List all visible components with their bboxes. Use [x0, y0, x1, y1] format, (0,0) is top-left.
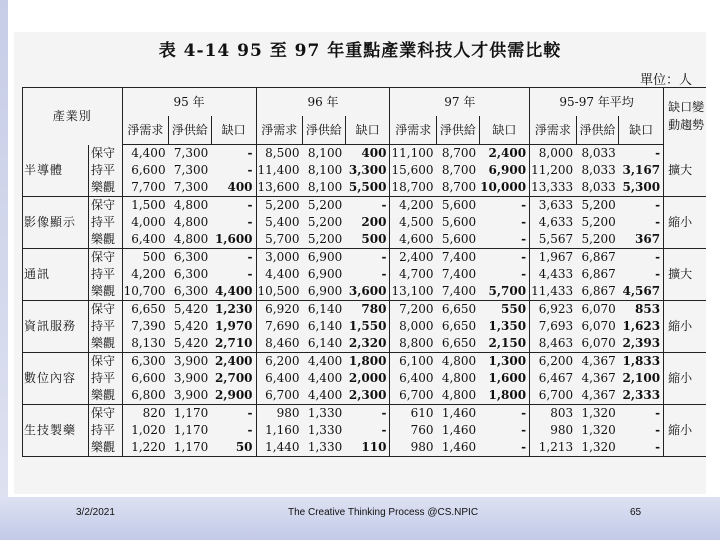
gap-cell: 4,567 — [622, 284, 661, 298]
footer-date: 3/2/2021 — [76, 507, 115, 518]
gap-cell: 500 — [361, 232, 387, 246]
value-cell: 7,700 — [122, 179, 169, 197]
gap-cell: 1,230 — [214, 302, 253, 316]
gap-cell: 4,400 — [214, 284, 253, 298]
table-row — [23, 179, 707, 197]
gap-cell: - — [521, 232, 527, 246]
value-cell: 3,000 — [256, 249, 303, 267]
value-cell: 5,600 — [441, 215, 477, 229]
gap-cell: - — [655, 215, 661, 229]
subcol-header: 缺口 — [211, 116, 256, 145]
value-cell: 8,033 — [581, 163, 616, 177]
value-cell: 4,800 — [441, 371, 477, 385]
value-cell: 6,867 — [581, 250, 616, 264]
value-cell: 1,220 — [122, 439, 169, 457]
scenario-label: 保守 — [89, 145, 123, 163]
value-cell: 5,600 — [441, 232, 477, 246]
value-cell: 8,500 — [256, 145, 303, 163]
value-cell: 8,800 — [390, 335, 437, 353]
left-band — [0, 0, 8, 540]
gap-cell: 3,600 — [348, 284, 387, 298]
gap-cell: 6,900 — [488, 163, 527, 177]
gap-cell: - — [247, 198, 253, 212]
table-row — [23, 422, 707, 439]
value-cell: 8,100 — [307, 146, 343, 160]
subcol-header: 淨需求 — [256, 116, 303, 145]
value-cell: 6,650 — [122, 301, 169, 319]
value-cell: 6,700 — [256, 387, 303, 405]
gap-cell: 550 — [501, 302, 527, 316]
value-cell: 6,070 — [581, 319, 616, 333]
value-cell: 8,033 — [581, 180, 616, 194]
value-cell: 4,400 — [307, 354, 343, 368]
gap-cell: 400 — [227, 180, 253, 194]
value-cell: 5,420 — [173, 319, 209, 333]
table-row — [23, 387, 707, 405]
gap-cell: 1,300 — [488, 354, 527, 368]
gap-cell: 1,350 — [488, 319, 527, 333]
value-cell: 7,400 — [441, 267, 477, 281]
value-cell: 1,213 — [530, 439, 577, 457]
value-cell: 1,460 — [441, 406, 477, 420]
value-cell: 1,170 — [173, 423, 209, 437]
value-cell: 6,300 — [173, 284, 209, 298]
value-cell: 5,700 — [256, 231, 303, 249]
gap-cell: 400 — [361, 146, 387, 160]
gap-cell: - — [521, 215, 527, 229]
gap-cell: 50 — [235, 440, 253, 454]
value-cell: 1,320 — [581, 440, 616, 454]
value-cell: 6,650 — [441, 319, 477, 333]
gap-cell: 1,550 — [348, 319, 387, 333]
value-cell: 820 — [122, 405, 169, 423]
subcol-header: 淨需求 — [122, 116, 169, 145]
gap-cell: 2,100 — [622, 371, 661, 385]
subcol-header: 淨需求 — [530, 116, 577, 145]
value-cell: 4,367 — [581, 371, 616, 385]
value-cell: 980 — [530, 422, 577, 439]
value-cell: 3,900 — [173, 371, 209, 385]
value-cell: 6,300 — [122, 353, 169, 371]
industry-name: 數位內容 — [23, 353, 89, 405]
value-cell: 7,300 — [173, 163, 209, 177]
gap-cell: 1,800 — [488, 388, 527, 402]
value-cell: 6,923 — [530, 301, 577, 319]
value-cell: 5,420 — [173, 336, 209, 350]
value-cell: 7,300 — [173, 146, 209, 160]
table-row — [23, 145, 707, 163]
scenario-label: 持平 — [89, 214, 123, 231]
gap-cell: 2,333 — [622, 388, 661, 402]
gap-cell: 2,300 — [348, 388, 387, 402]
value-cell: 1,170 — [173, 440, 209, 454]
value-cell: 8,700 — [441, 180, 477, 194]
value-cell: 6,700 — [530, 387, 577, 405]
value-cell: 1,440 — [256, 439, 303, 457]
scenario-label: 持平 — [89, 422, 123, 439]
header-row-subcols — [23, 116, 707, 145]
value-cell: 4,200 — [390, 197, 437, 215]
gap-cell: - — [655, 198, 661, 212]
scenario-label: 樂觀 — [89, 283, 123, 301]
value-cell: 13,333 — [530, 179, 577, 197]
value-cell: 8,033 — [581, 146, 616, 160]
value-cell: 1,320 — [581, 423, 616, 437]
table-row — [23, 249, 707, 267]
value-cell: 1,320 — [581, 406, 616, 420]
value-cell: 6,140 — [307, 319, 343, 333]
value-cell: 5,200 — [581, 198, 616, 212]
gap-cell: 2,700 — [214, 371, 253, 385]
value-cell: 4,600 — [390, 231, 437, 249]
value-cell: 8,460 — [256, 335, 303, 353]
value-cell: 6,700 — [390, 387, 437, 405]
scenario-label: 持平 — [89, 162, 123, 179]
table-row — [23, 197, 707, 215]
value-cell: 2,400 — [390, 249, 437, 267]
gap-cell: - — [521, 267, 527, 281]
gap-cell: 780 — [361, 302, 387, 316]
year-header: 96 年 — [256, 88, 390, 117]
scenario-label: 持平 — [89, 370, 123, 387]
gap-cell: 200 — [361, 215, 387, 229]
gap-cell: 2,900 — [214, 388, 253, 402]
scenario-label: 樂觀 — [89, 231, 123, 249]
table-row — [23, 370, 707, 387]
value-cell: 18,700 — [390, 179, 437, 197]
value-cell: 500 — [122, 249, 169, 267]
footer-band — [0, 497, 720, 540]
trend-cell: 縮小 — [664, 405, 706, 457]
gap-cell: - — [521, 198, 527, 212]
value-cell: 760 — [390, 422, 437, 439]
value-cell: 6,900 — [307, 250, 343, 264]
trend-cell: 擴大 — [664, 249, 706, 301]
value-cell: 4,800 — [173, 215, 209, 229]
value-cell: 6,400 — [256, 370, 303, 387]
value-cell: 6,900 — [307, 284, 343, 298]
gap-cell: 1,800 — [348, 354, 387, 368]
value-cell: 11,200 — [530, 162, 577, 179]
gap-cell: - — [247, 215, 253, 229]
value-cell: 4,400 — [307, 371, 343, 385]
value-cell: 6,070 — [581, 302, 616, 316]
value-cell: 8,700 — [441, 146, 477, 160]
value-cell: 6,800 — [122, 387, 169, 405]
gap-cell: - — [655, 267, 661, 281]
table-row — [23, 214, 707, 231]
gap-cell: 1,833 — [622, 354, 661, 368]
value-cell: 5,200 — [307, 198, 343, 212]
gap-cell: - — [655, 406, 661, 420]
year-header: 95 年 — [122, 88, 256, 117]
year-header: 95-97 年平均 — [530, 88, 664, 117]
trend-cell: 擴大 — [664, 145, 706, 197]
value-cell: 4,400 — [307, 388, 343, 402]
value-cell: 6,100 — [390, 353, 437, 371]
gap-cell: 3,300 — [348, 163, 387, 177]
gap-cell: - — [247, 406, 253, 420]
value-cell: 980 — [390, 439, 437, 457]
value-cell: 10,700 — [122, 283, 169, 301]
value-cell: 5,200 — [581, 215, 616, 229]
table-image — [14, 32, 706, 494]
subcol-header: 缺口 — [619, 116, 664, 145]
value-cell: 6,867 — [581, 267, 616, 281]
industry-name: 影像顯示 — [23, 197, 89, 249]
gap-cell: 367 — [635, 232, 661, 246]
value-cell: 6,200 — [256, 353, 303, 371]
footer-page-number: 65 — [630, 507, 642, 518]
gap-cell: - — [381, 250, 387, 264]
value-cell: 4,367 — [581, 354, 616, 368]
value-cell: 7,390 — [122, 318, 169, 335]
scenario-label: 保守 — [89, 301, 123, 319]
value-cell: 4,633 — [530, 214, 577, 231]
value-cell: 6,140 — [307, 302, 343, 316]
gap-cell: 1,600 — [488, 371, 527, 385]
scenario-label: 樂觀 — [89, 335, 123, 353]
value-cell: 8,100 — [307, 163, 343, 177]
gap-cell: - — [381, 423, 387, 437]
gap-cell: - — [247, 250, 253, 264]
value-cell: 6,300 — [173, 250, 209, 264]
industry-header: 產業別 — [23, 88, 123, 145]
value-cell: 4,433 — [530, 266, 577, 283]
value-cell: 6,650 — [441, 302, 477, 316]
value-cell: 3,633 — [530, 197, 577, 215]
value-cell: 6,300 — [173, 267, 209, 281]
value-cell: 7,400 — [441, 250, 477, 264]
value-cell: 6,920 — [256, 301, 303, 319]
value-cell: 5,200 — [581, 232, 616, 246]
value-cell: 1,460 — [441, 423, 477, 437]
subcol-header: 缺口 — [479, 116, 529, 145]
gap-cell: - — [655, 250, 661, 264]
value-cell: 4,800 — [173, 232, 209, 246]
trend-header: 缺口變動趨勢 — [664, 88, 706, 145]
value-cell: 4,700 — [390, 266, 437, 283]
table-row — [23, 283, 707, 301]
value-cell: 3,900 — [173, 388, 209, 402]
subcol-header: 淨供給 — [436, 116, 479, 145]
data-table — [22, 87, 706, 457]
table-row — [23, 231, 707, 249]
value-cell: 5,400 — [256, 214, 303, 231]
value-cell: 5,200 — [307, 215, 343, 229]
industry-name: 半導體 — [23, 145, 89, 197]
year-header: 97 年 — [390, 88, 530, 117]
gap-cell: 1,623 — [622, 319, 661, 333]
value-cell: 7,690 — [256, 318, 303, 335]
gap-cell: - — [521, 423, 527, 437]
value-cell: 803 — [530, 405, 577, 423]
subcol-header: 淨需求 — [390, 116, 437, 145]
gap-cell: - — [655, 146, 661, 160]
table-row — [23, 405, 707, 423]
value-cell: 6,140 — [307, 336, 343, 350]
gap-cell: - — [381, 267, 387, 281]
gap-cell: - — [247, 146, 253, 160]
value-cell: 5,600 — [441, 198, 477, 212]
subcol-header: 淨供給 — [303, 116, 346, 145]
value-cell: 8,700 — [441, 163, 477, 177]
industry-name: 生技製藥 — [23, 405, 89, 457]
trend-cell: 縮小 — [664, 197, 706, 249]
value-cell: 4,400 — [122, 145, 169, 163]
scenario-label: 樂觀 — [89, 387, 123, 405]
value-cell: 1,500 — [122, 197, 169, 215]
value-cell: 4,800 — [441, 388, 477, 402]
value-cell: 7,300 — [173, 180, 209, 194]
table-row — [23, 353, 707, 371]
gap-cell: - — [381, 406, 387, 420]
gap-cell: - — [521, 406, 527, 420]
trend-cell: 縮小 — [664, 353, 706, 405]
value-cell: 5,200 — [307, 232, 343, 246]
gap-cell: 5,500 — [348, 180, 387, 194]
gap-cell: 1,970 — [214, 319, 253, 333]
gap-cell: - — [521, 440, 527, 454]
value-cell: 1,330 — [307, 406, 343, 420]
gap-cell: 2,150 — [488, 336, 527, 350]
gap-cell: 853 — [635, 302, 661, 316]
value-cell: 8,463 — [530, 335, 577, 353]
value-cell: 6,900 — [307, 267, 343, 281]
gap-cell: - — [381, 198, 387, 212]
value-cell: 1,160 — [256, 422, 303, 439]
value-cell: 4,800 — [441, 354, 477, 368]
subcol-header: 缺口 — [345, 116, 390, 145]
value-cell: 11,100 — [390, 145, 437, 163]
gap-cell: - — [247, 423, 253, 437]
gap-cell: 110 — [361, 440, 387, 454]
value-cell: 1,170 — [173, 406, 209, 420]
value-cell: 1,020 — [122, 422, 169, 439]
gap-cell: 2,000 — [348, 371, 387, 385]
scenario-label: 保守 — [89, 197, 123, 215]
table-row — [23, 162, 707, 179]
trend-cell: 縮小 — [664, 301, 706, 353]
scenario-label: 保守 — [89, 405, 123, 423]
table-title: 表 4-14 95 至 97 年重點產業科技人才供需比較 — [158, 41, 562, 61]
table-row — [23, 301, 707, 319]
gap-cell: 5,700 — [488, 284, 527, 298]
unit-label: 單位：人 — [639, 73, 692, 88]
gap-cell: 2,400 — [214, 354, 253, 368]
value-cell: 6,070 — [581, 336, 616, 350]
value-cell: 6,400 — [390, 370, 437, 387]
scenario-label: 持平 — [89, 318, 123, 335]
table-row — [23, 335, 707, 353]
value-cell: 8,000 — [530, 145, 577, 163]
value-cell: 6,467 — [530, 370, 577, 387]
scenario-label: 保守 — [89, 249, 123, 267]
footer-center-text: The Creative Thinking Process @CS.NPIC — [288, 507, 479, 518]
value-cell: 13,600 — [256, 179, 303, 197]
gap-cell: 10,000 — [480, 180, 527, 194]
gap-cell: 2,393 — [622, 336, 661, 350]
gap-cell: - — [655, 440, 661, 454]
value-cell: 4,800 — [173, 198, 209, 212]
industry-name: 通訊 — [23, 249, 89, 301]
gap-cell: - — [655, 423, 661, 437]
value-cell: 1,330 — [307, 440, 343, 454]
value-cell: 15,600 — [390, 162, 437, 179]
value-cell: 4,000 — [122, 214, 169, 231]
value-cell: 6,650 — [441, 336, 477, 350]
value-cell: 6,400 — [122, 231, 169, 249]
gap-cell: - — [247, 163, 253, 177]
subcol-header: 淨供給 — [576, 116, 619, 145]
value-cell: 980 — [256, 405, 303, 423]
value-cell: 1,330 — [307, 423, 343, 437]
value-cell: 8,130 — [122, 335, 169, 353]
gap-cell: 1,600 — [214, 232, 253, 246]
value-cell: 4,200 — [122, 266, 169, 283]
value-cell: 610 — [390, 405, 437, 423]
gap-cell: 2,400 — [488, 146, 527, 160]
gap-cell: - — [521, 250, 527, 264]
value-cell: 6,600 — [122, 162, 169, 179]
value-cell: 3,900 — [173, 354, 209, 368]
value-cell: 4,400 — [256, 266, 303, 283]
value-cell: 1,460 — [441, 440, 477, 454]
value-cell: 7,693 — [530, 318, 577, 335]
table-row — [23, 318, 707, 335]
subcol-header: 淨供給 — [169, 116, 212, 145]
value-cell: 10,500 — [256, 283, 303, 301]
gap-cell: 2,320 — [348, 336, 387, 350]
value-cell: 8,000 — [390, 318, 437, 335]
gap-cell: - — [247, 267, 253, 281]
scenario-label: 樂觀 — [89, 179, 123, 197]
value-cell: 11,400 — [256, 162, 303, 179]
value-cell: 13,100 — [390, 283, 437, 301]
table-row — [23, 266, 707, 283]
table-row — [23, 439, 707, 457]
industry-name: 資訊服務 — [23, 301, 89, 353]
gap-cell: 3,167 — [622, 163, 661, 177]
value-cell: 6,867 — [581, 284, 616, 298]
value-cell: 8,100 — [307, 180, 343, 194]
value-cell: 11,433 — [530, 283, 577, 301]
value-cell: 7,400 — [441, 284, 477, 298]
value-cell: 6,600 — [122, 370, 169, 387]
value-cell: 5,200 — [256, 197, 303, 215]
header-row-years — [23, 88, 707, 117]
value-cell: 5,567 — [530, 231, 577, 249]
value-cell: 4,500 — [390, 214, 437, 231]
value-cell: 5,420 — [173, 302, 209, 316]
gap-cell: 5,300 — [622, 180, 661, 194]
value-cell: 7,200 — [390, 301, 437, 319]
value-cell: 4,367 — [581, 388, 616, 402]
value-cell: 1,967 — [530, 249, 577, 267]
gap-cell: 2,710 — [214, 336, 253, 350]
scenario-label: 保守 — [89, 353, 123, 371]
scenario-label: 樂觀 — [89, 439, 123, 457]
value-cell: 6,200 — [530, 353, 577, 371]
scenario-label: 持平 — [89, 266, 123, 283]
